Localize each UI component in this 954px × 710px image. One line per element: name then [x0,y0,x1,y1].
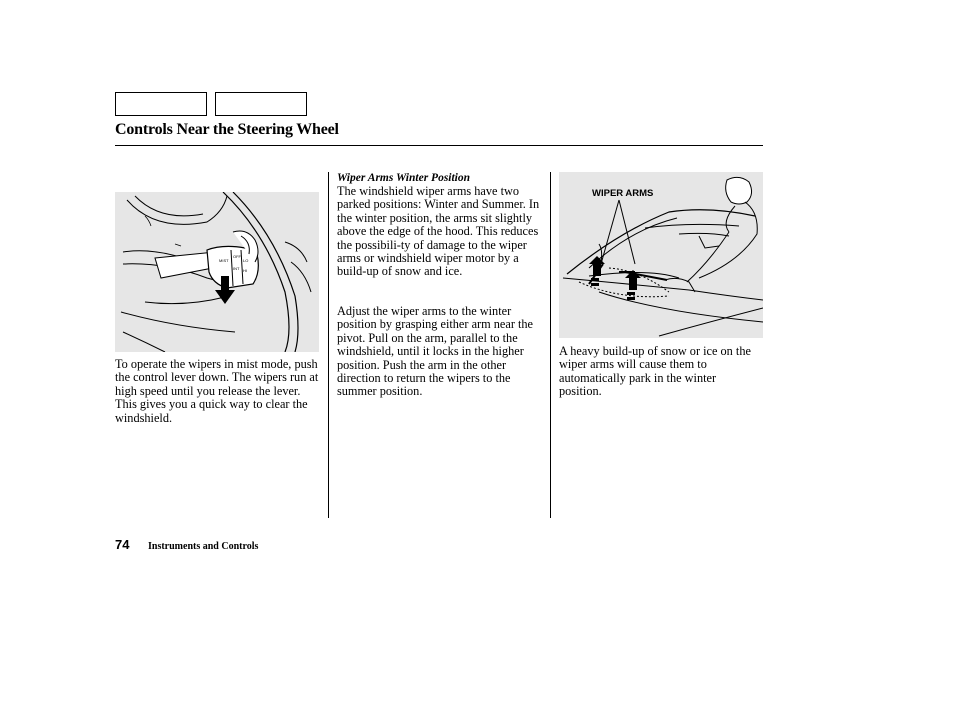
svg-text:OFF: OFF [233,254,241,259]
svg-text:INT: INT [233,266,240,271]
column-divider-1 [328,172,329,518]
wiper-arms-drawing [559,172,763,338]
wiper-arms-winter-subheading: Wiper Arms Winter Position [337,172,471,184]
wiper-lever-drawing [115,192,319,352]
snow-buildup-paragraph: A heavy build-up of snow or ice on the wiper arms will cause them to automatically park in the winter position. [559,344,751,399]
page-number: 74 [115,537,130,552]
header-tab-box-2 [215,92,307,116]
column-divider-2 [550,172,551,518]
svg-text:HI: HI [243,268,247,273]
wiper-arms-illustration [559,172,763,338]
footer-section-label: Instruments and Controls [148,541,259,552]
wiper-arms-callout-label: WIPER ARMS [592,188,654,199]
header-tab-box-1 [115,92,207,116]
svg-text:LO: LO [243,258,249,263]
adjust-arms-paragraph: Adjust the wiper arms to the winter position by grasping either arm near the pivot. Pull on the arm, parallel to the windshield, until it locks in the higher position. Push the arm in the other direction to return the wipers to the summer position. [337,304,534,399]
title-rule [115,145,763,146]
svg-text:MIST: MIST [219,258,229,263]
wiper-lever-illustration [115,192,319,352]
section-title: Controls Near the Steering Wheel [115,121,339,138]
mist-mode-paragraph: To operate the wipers in mist mode, push the control lever down. The wipers run at high speed until you release the lever. This gives you a quick way to clear the windshield. [115,357,319,425]
winter-position-paragraph: The windshield wiper arms have two parked positions: Winter and Summer. In the winter position, the arms sit slightly above the edge of the hood. This reduces the possibili-ty of damage to the wiper arms or windshield wiper motor by a build-up of snow and ice. [337,184,540,279]
